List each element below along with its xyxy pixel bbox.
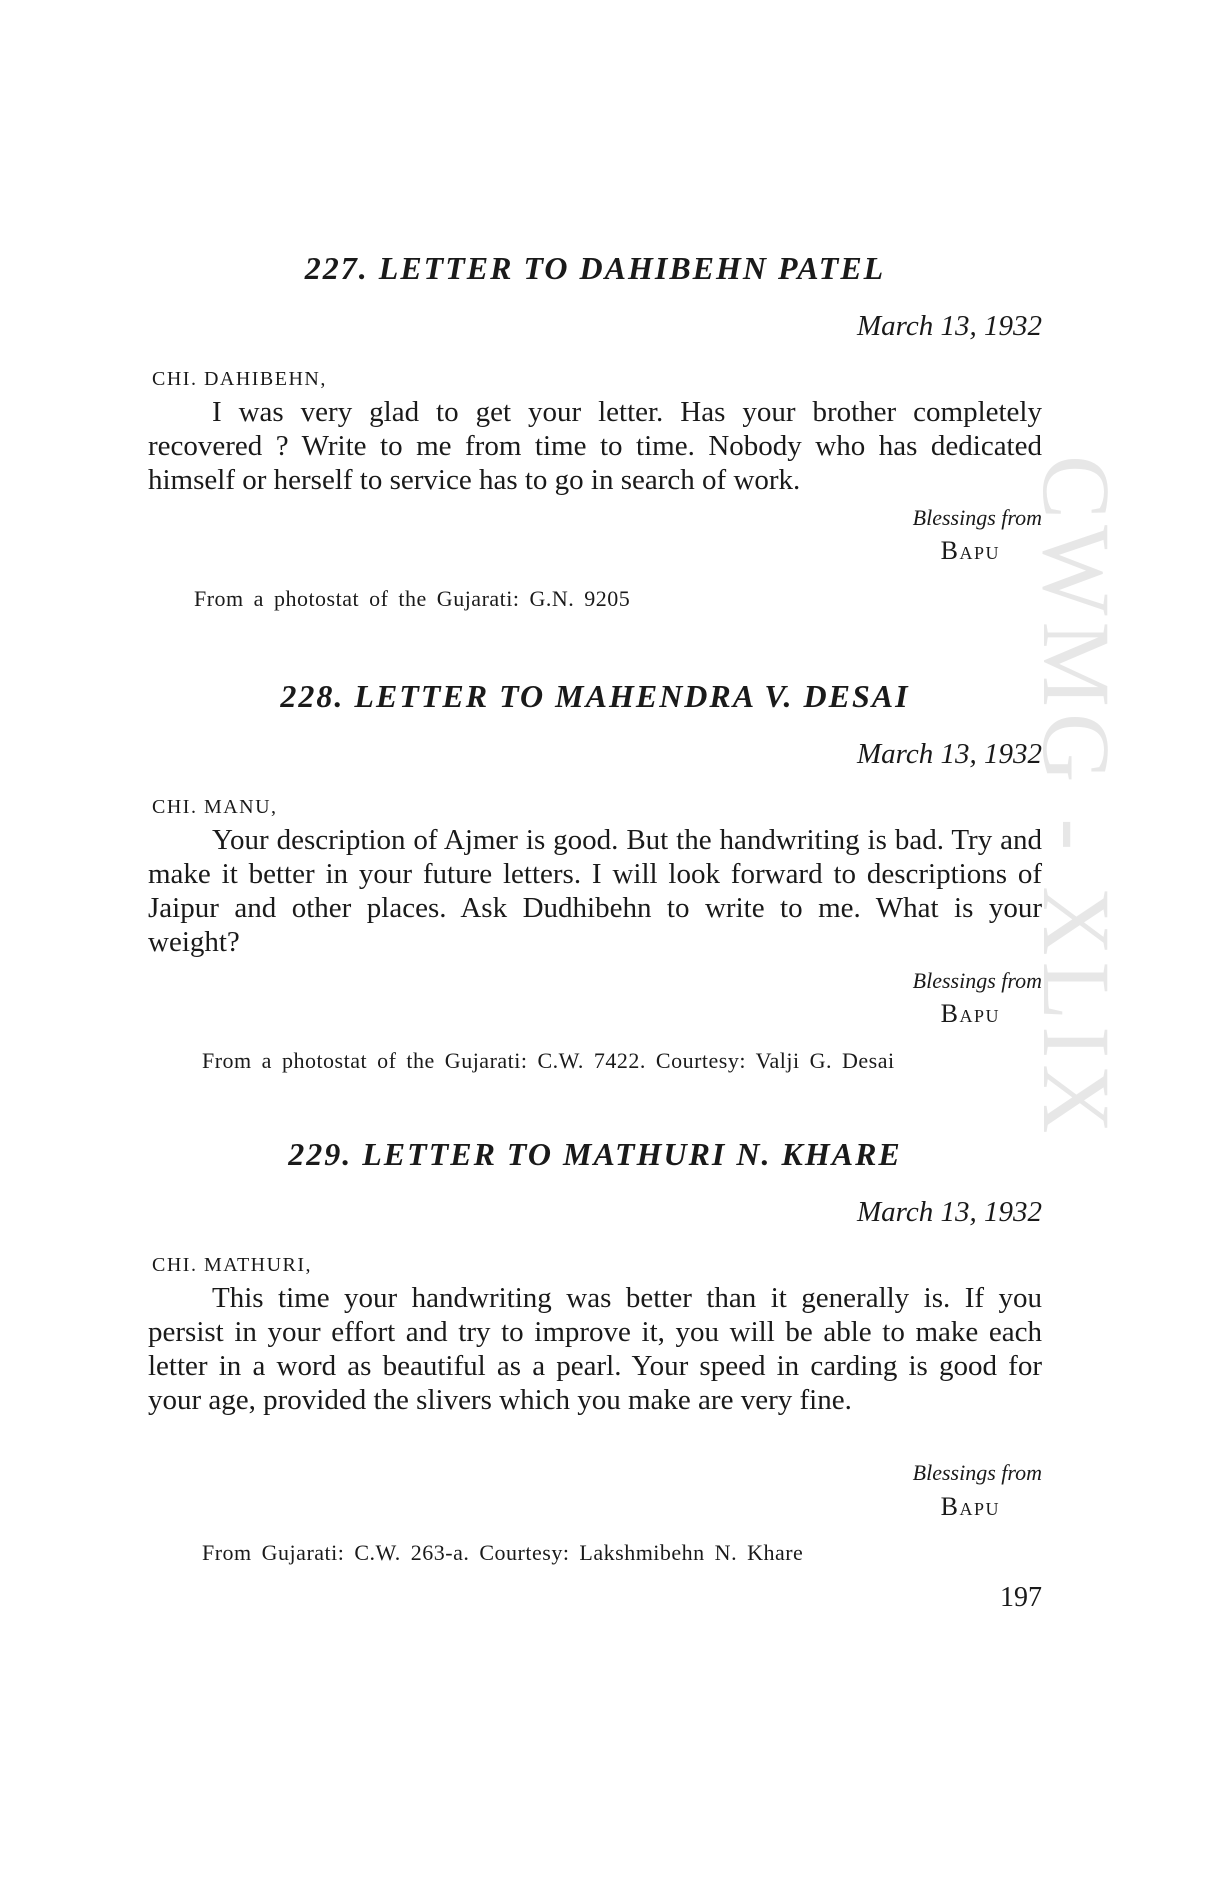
letter-salutation: CHI. MANU, [152, 796, 278, 818]
letter-body: This time your handwriting was better than it generally is. If you persist in your effort and try to improve it, you will be able to make each letter in a word as beautiful as a pearl. Your speed in carding is good for your age, provided the slivers which you make are very fine. [148, 1282, 1042, 1416]
letter-source: From a photostat of the Gujarati: G.N. 9205 [194, 586, 631, 611]
letter-title: 229. LETTER TO MATHURI N. KHARE [288, 1136, 902, 1172]
cwmg-watermark [1023, 455, 1132, 1455]
letter-closing: Blessings from [912, 1460, 1042, 1485]
letter-title: 227. LETTER TO DAHIBEHN PATEL [304, 250, 886, 286]
letter-date: March 13, 1932 [857, 738, 1042, 770]
letter-salutation: CHI. MATHURI, [152, 1254, 313, 1276]
letter-source: From a photostat of the Gujarati: C.W. 7422. Courtesy: Valji G. Desai [202, 1048, 895, 1073]
watermark-text: CWMG - XLIX [1023, 455, 1130, 1140]
letter-closing: Blessings from [912, 968, 1042, 993]
letter-body: I was very glad to get your letter. Has your brother completely recovered ? Write to me from time to time. Nobody who has dedicated himself or herself to service has to go in search of work. [148, 396, 1042, 496]
letter-signature: Bapu [940, 999, 1000, 1028]
page-number: 197 [1000, 1582, 1042, 1613]
letter-date: March 13, 1932 [857, 310, 1042, 342]
letter-salutation: CHI. DAHIBEHN, [152, 368, 327, 390]
letter-closing: Blessings from [912, 505, 1042, 530]
letter-signature: Bapu [940, 536, 1000, 565]
letter-source: From Gujarati: C.W. 263-a. Courtesy: Lakshmibehn N. Khare [202, 1540, 804, 1565]
letter-body: Your description of Ajmer is good. But the handwriting is bad. Try and make it better in your future letters. I will look forward to descriptions of Jaipur and other places. Ask Dudhibehn to write to me. What is your weight? [148, 824, 1042, 958]
letter-date: March 13, 1932 [857, 1196, 1042, 1228]
letter-signature: Bapu [940, 1492, 1000, 1521]
letter-title: 228. LETTER TO MAHENDRA V. DESAI [280, 678, 910, 714]
